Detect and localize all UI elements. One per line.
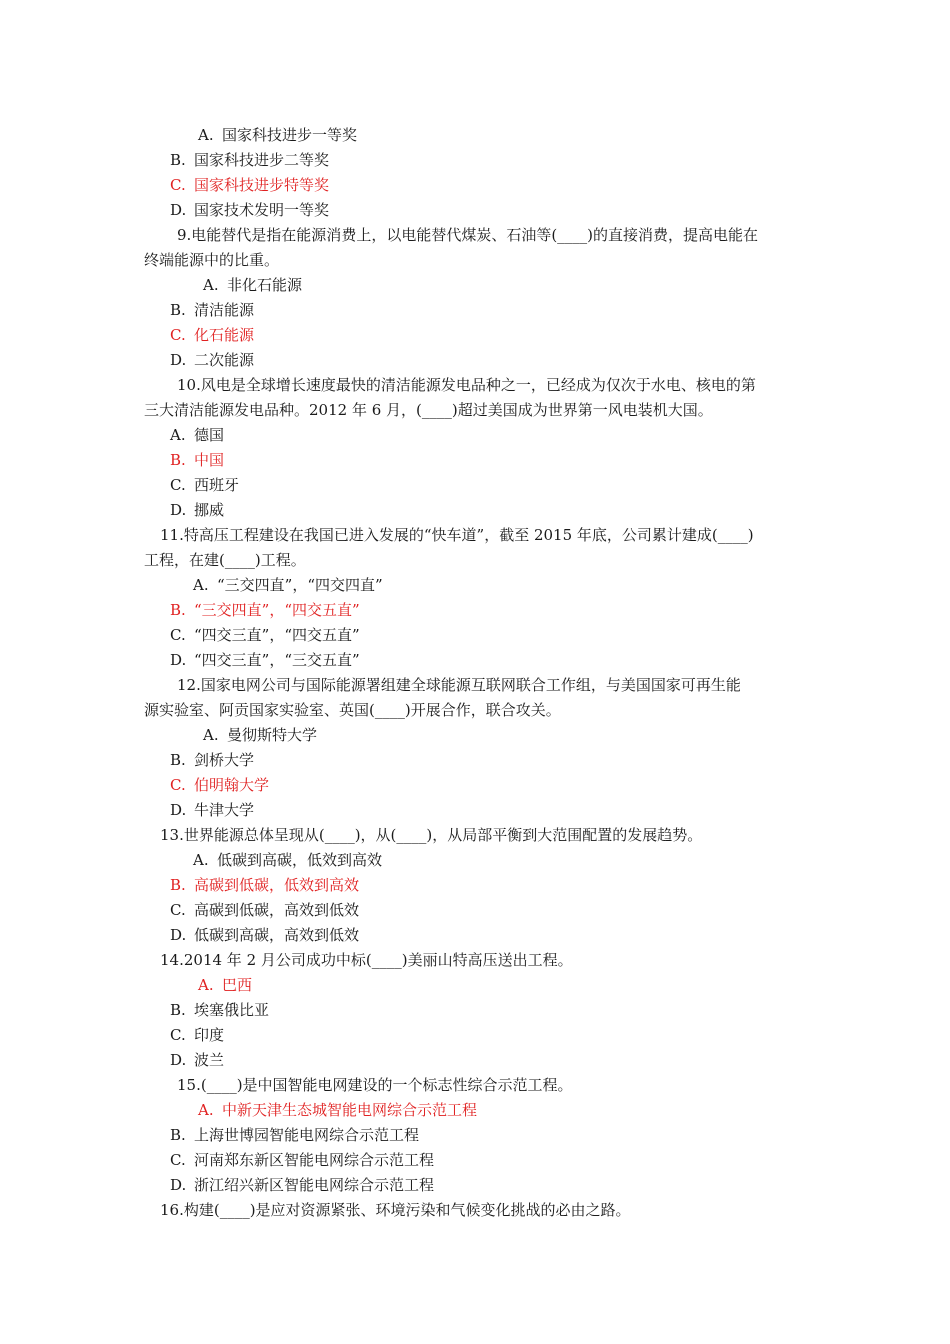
q13-option-d: D. 低碳到高碳，高效到低效 — [170, 926, 360, 944]
q14-option-b: B. 埃塞俄比亚 — [170, 1001, 270, 1019]
q8-option-d: D. 国家技术发明一等奖 — [170, 201, 330, 219]
q11-option-b-correct: B. “三交四直”，“四交五直” — [170, 601, 360, 619]
q13-option-a: A. 低碳到高碳，低效到高效 — [193, 851, 383, 869]
q13-stem-line1: 13.世界能源总体呈现从(____)，从(____)，从局部平衡到大范围配置的发展趋势。 — [160, 826, 703, 844]
q10-option-b-correct: B. 中国 — [170, 451, 225, 469]
q14-stem-line1: 14.2014 年 2 月公司成功中标(____)美丽山特高压送出工程。 — [160, 951, 573, 969]
q11-stem-line1: 11.特高压工程建设在我国已进入发展的“快车道”，截至 2015 年底，公司累计建成(____) — [160, 526, 754, 544]
q9-option-d: D. 二次能源 — [170, 351, 255, 369]
q16-stem-line1: 16.构建(____)是应对资源紧张、环境污染和气候变化挑战的必由之路。 — [160, 1201, 631, 1219]
q13-option-c: C. 高碳到低碳，高效到低效 — [170, 901, 360, 919]
q11-stem-line2: 工程，在建(____)工程。 — [144, 551, 306, 569]
q10-option-d: D. 挪威 — [170, 501, 225, 519]
q14-option-a-correct: A. 巴西 — [198, 976, 253, 994]
q9-option-b: B. 清洁能源 — [170, 301, 255, 319]
q15-option-b: B. 上海世博园智能电网综合示范工程 — [170, 1126, 420, 1144]
q10-option-c: C. 西班牙 — [170, 476, 240, 494]
q11-option-d: D. “四交三直”，“三交五直” — [170, 651, 360, 669]
q8-option-a: A. 国家科技进步一等奖 — [198, 126, 358, 144]
q9-stem-line2: 终端能源中的比重。 — [144, 251, 280, 269]
q10-option-a: A. 德国 — [170, 426, 225, 444]
q11-option-a: A. “三交四直”，“四交四直” — [193, 576, 383, 594]
q15-option-d: D. 浙江绍兴新区智能电网综合示范工程 — [170, 1176, 435, 1194]
q8-option-c-correct: C. 国家科技进步特等奖 — [170, 176, 330, 194]
q15-stem-line1: 15.(____)是中国智能电网建设的一个标志性综合示范工程。 — [177, 1076, 573, 1094]
q12-option-d: D. 牛津大学 — [170, 801, 255, 819]
q12-stem-line2: 源实验室、阿贡国家实验室、英国(____)开展合作，联合攻关。 — [144, 701, 561, 719]
q15-option-c: C. 河南郑东新区智能电网综合示范工程 — [170, 1151, 435, 1169]
q14-option-c: C. 印度 — [170, 1026, 225, 1044]
q12-option-a: A. 曼彻斯特大学 — [203, 726, 318, 744]
q10-stem-line1: 10.风电是全球增长速度最快的清洁能源发电品种之一，已经成为仅次于水电、核电的第 — [177, 376, 756, 394]
q11-option-c: C. “四交三直”，“四交五直” — [170, 626, 360, 644]
q12-option-c-correct: C. 伯明翰大学 — [170, 776, 270, 794]
q9-option-a: A. 非化石能源 — [203, 276, 303, 294]
q12-option-b: B. 剑桥大学 — [170, 751, 255, 769]
q10-stem-line2: 三大清洁能源发电品种。2012 年 6 月，(____)超过美国成为世界第一风电装机大国。 — [144, 401, 713, 419]
q8-option-b: B. 国家科技进步二等奖 — [170, 151, 330, 169]
q14-option-d: D. 波兰 — [170, 1051, 225, 1069]
q13-option-b-correct: B. 高碳到低碳，低效到高效 — [170, 876, 360, 894]
q12-stem-line1: 12.国家电网公司与国际能源署组建全球能源互联网联合工作组，与美国国家可再生能 — [177, 676, 741, 694]
q15-option-a-correct: A. 中新天津生态城智能电网综合示范工程 — [198, 1101, 478, 1119]
q9-stem-line1: 9.电能替代是指在能源消费上，以电能替代煤炭、石油等(____)的直接消费，提高电能在 — [177, 226, 759, 244]
q9-option-c-correct: C. 化石能源 — [170, 326, 255, 344]
